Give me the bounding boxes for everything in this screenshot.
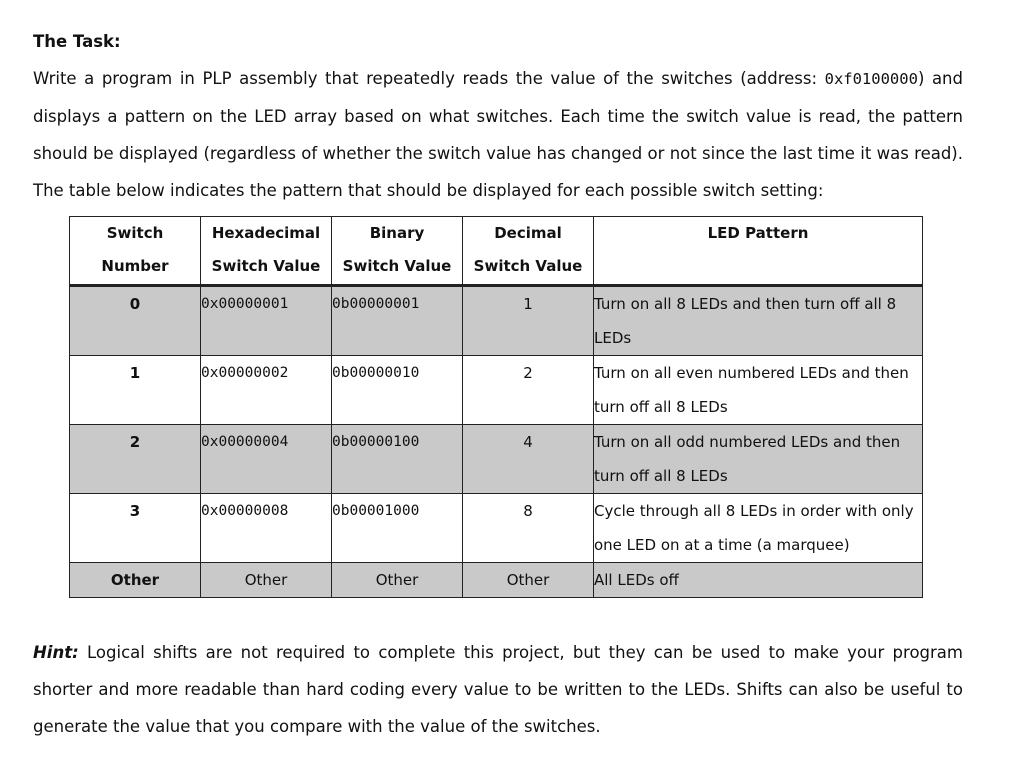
header-switch-number: Switch Number	[70, 217, 201, 286]
header-hex-value: Hexadecimal Switch Value	[201, 217, 332, 286]
led-pattern-cell: All LEDs off	[594, 563, 923, 598]
decimal-value-cell: Other	[463, 563, 594, 598]
table-row	[70, 563, 923, 598]
table-row	[70, 286, 923, 356]
decimal-value-cell: 1	[463, 286, 594, 356]
hex-value-cell: 0x00000001	[201, 286, 332, 356]
binary-value-cell: 0b00000100	[332, 425, 463, 494]
binary-value-cell: Other	[332, 563, 463, 598]
decimal-value-cell: 8	[463, 494, 594, 563]
switch-number-cell: 0	[70, 286, 201, 356]
switch-number-cell: 3	[70, 494, 201, 563]
header-led-pattern: LED Pattern	[594, 217, 923, 286]
switch-number-cell: Other	[70, 563, 201, 598]
header-decimal-value: Decimal Switch Value	[463, 217, 594, 286]
decimal-value-cell: 2	[463, 356, 594, 425]
task-intro-part2: ) and displays a pattern on the LED array based on what switches. Each time the switch value is read, the pattern should be displayed (regardless of whether the switch value has changed or not since the last time it was read). The table below indicates the pattern that should be displayed for each possible switch setting:	[33, 69, 963, 200]
led-pattern-cell: Turn on all 8 LEDs and then turn off all 8 LEDs	[594, 286, 923, 356]
task-heading: The Task:	[33, 32, 121, 51]
led-pattern-cell: Turn on all odd numbered LEDs and then turn off all 8 LEDs	[594, 425, 923, 494]
binary-value-cell: 0b00000001	[332, 286, 463, 356]
hex-value-cell: Other	[201, 563, 332, 598]
binary-value-cell: 0b00001000	[332, 494, 463, 563]
led-pattern-cell: Turn on all even numbered LEDs and then turn off all 8 LEDs	[594, 356, 923, 425]
led-pattern-cell: Cycle through all 8 LEDs in order with only one LED on at a time (a marquee)	[594, 494, 923, 563]
header-binary-value: Binary Switch Value	[332, 217, 463, 286]
table-row	[70, 356, 923, 425]
binary-value-cell: 0b00000010	[332, 356, 463, 425]
task-intro-part1: Write a program in PLP assembly that repeatedly reads the value of the switches (address:	[33, 69, 825, 88]
hint-paragraph	[33, 634, 963, 745]
decimal-value-cell: 4	[463, 425, 594, 494]
hint-text: Logical shifts are not required to complete this project, but they can be used to make your program shorter and more readable than hard coding every value to be written to the LEDs. Shifts can also be useful to generate the value that you compare with the value of the switches.	[33, 643, 963, 736]
switch-number-cell: 1	[70, 356, 201, 425]
hex-value-cell: 0x00000008	[201, 494, 332, 563]
table-row	[70, 425, 923, 494]
switch-pattern-table	[69, 216, 923, 598]
hint-label: Hint:	[33, 643, 79, 662]
task-section	[33, 24, 963, 209]
switch-address: 0xf0100000	[824, 70, 918, 88]
switch-number-cell: 2	[70, 425, 201, 494]
hex-value-cell: 0x00000002	[201, 356, 332, 425]
task-description	[33, 60, 963, 209]
table-header-row	[70, 217, 923, 286]
hex-value-cell: 0x00000004	[201, 425, 332, 494]
table-row	[70, 494, 923, 563]
